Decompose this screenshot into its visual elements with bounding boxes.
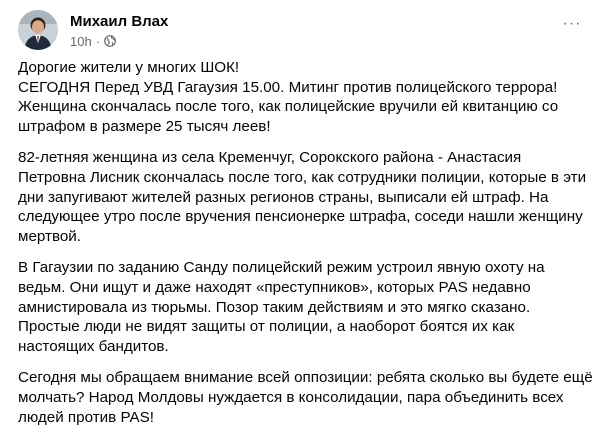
text-line: Петровна Лисник скончалась после того, как сотрудники полиции, которые в эти [18, 168, 587, 186]
ellipsis-icon[interactable]: ··· [562, 15, 582, 32]
post-paragraph [18, 148, 598, 246]
post-header [18, 10, 588, 54]
text-line: следующее утро после вручения пенсионерке штрафа, соседи нашли женщину [18, 208, 583, 226]
globe-icon [104, 35, 116, 47]
text-line: В Гагаузии по заданию Санду полицейский режим устроил явную охоту на [18, 259, 545, 277]
meta-separator: · [95, 33, 101, 49]
text-line: Сегодня мы обращаем внимание всей оппозиции: ребята сколько вы будете ещё [18, 369, 593, 387]
text-line: Простые люди не видят защиты от полиции, а наоборот боятся их как [18, 318, 515, 336]
post-paragraph [18, 58, 598, 136]
post-paragraph [18, 368, 598, 427]
post-meta [70, 33, 116, 49]
author-name[interactable]: Михаил Влах [70, 13, 169, 30]
text-line: Женщина скончалась после того, как полицейские вручили ей квитанцию со [18, 98, 559, 116]
text-line: амнистировала из тюрьмы. Позор таким действиям и это мягко сказано. [18, 298, 531, 316]
text-line: людей против PAS! [18, 408, 154, 426]
text-line: дни запугивают жителей разных регионов страны, выписали ей штраф. На [18, 188, 549, 206]
post-timestamp[interactable]: 10h [70, 33, 92, 49]
text-line: настоящих бандитов. [18, 337, 169, 355]
text-line: мертвой. [18, 227, 82, 245]
post-body [18, 58, 598, 439]
text-line: молчать? Народ Молдовы нуждается в консолидации, пара объединить всех [18, 388, 564, 406]
post-paragraph [18, 258, 598, 356]
text-line: ведьм. Они ищут и даже находят «преступников», которых PAS недавно [18, 278, 531, 296]
text-line: 82-летняя женщина из села Кременчуг, Сорокского района - Анастасия [18, 149, 522, 167]
text-line: штрафом в размере 25 тысяч леев! [18, 117, 271, 135]
text-line: Дорогие жители у многих ШОК! [18, 59, 240, 76]
avatar[interactable] [18, 10, 58, 50]
text-line: СЕГОДНЯ Перед УВД Гагаузия 15.00. Митинг против полицейского террора! [18, 78, 558, 96]
